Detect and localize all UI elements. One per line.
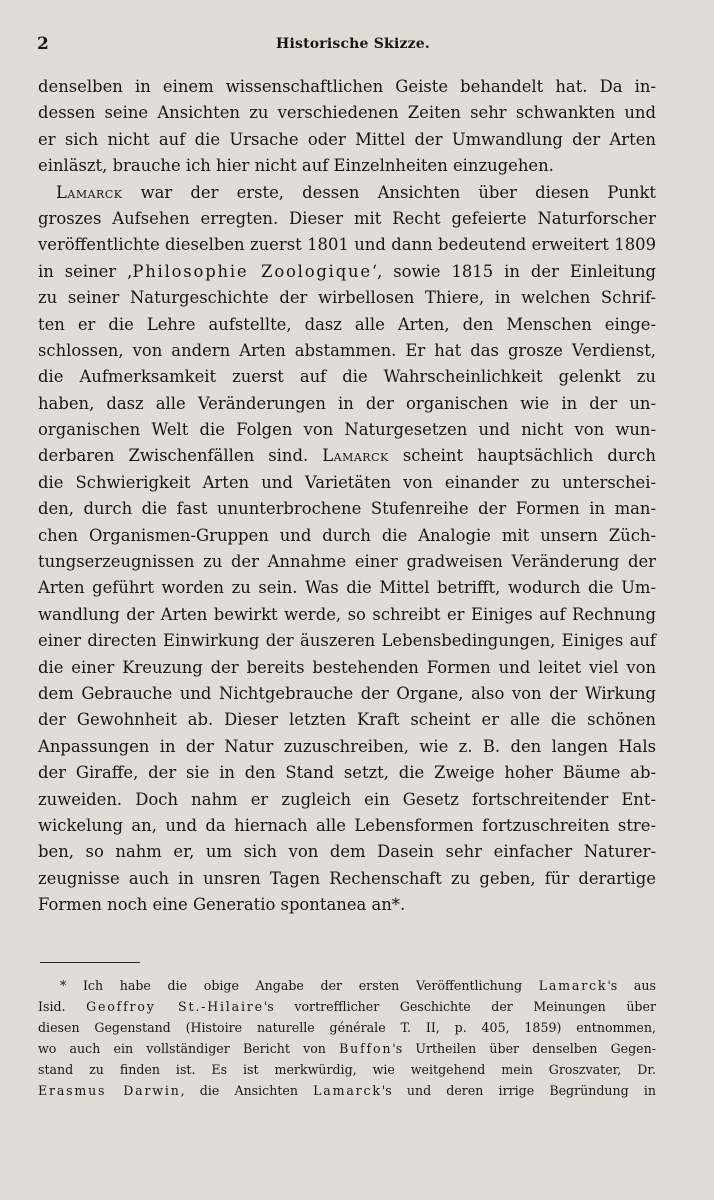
author-name: Lamarck [313, 1083, 382, 1098]
text-line: zu seiner Naturgeschichte der wirbellosen Thiere, in welchen Schrif- [38, 288, 656, 308]
footnote-line: * Ich habe die obige Angabe der ersten Veröffentlichung Lamarck's aus [60, 978, 656, 993]
text-line: organischen Welt die Folgen von Naturgesetzen und nicht von wun- [38, 420, 656, 440]
text-line: dem Gebrauche und Nichtgebrauche der Organe, also von der Wirkung [38, 683, 656, 703]
footnote-line: stand zu finden ist. Es ist merkwürdig, wie weitgehend mein Groszvater, Dr. [38, 1062, 656, 1077]
author-name: Erasmus Darwin [38, 1083, 181, 1098]
text-line: die Schwierigkeit Arten und Varietäten von einander zu unterschei- [38, 472, 656, 492]
text-line: groszes Aufsehen erregten. Dieser mit Recht gefeierte Naturforscher [38, 208, 656, 228]
text-line: Lamarck war der erste, dessen Ansichten über diesen Punkt [56, 182, 656, 202]
text-line: Formen noch eine Generatio spontanea an*. [38, 895, 406, 915]
book-title: Philosophie Zoologique [132, 261, 372, 281]
text-line: haben, dasz alle Veränderungen in der organischen wie in der un- [38, 393, 656, 413]
text-line: veröffentlichte dieselben zuerst 1801 und dann bedeutend erweitert 1809 [38, 235, 656, 255]
text-line: denselben in einem wissenschaftlichen Geiste behandelt hat. Da in- [38, 77, 656, 96]
text-line: wandlung der Arten bewirkt werde, so schreibt er Einiges auf Rechnung [38, 604, 656, 624]
text-line: zuweiden. Doch nahm er zugleich ein Gesetz fortschreitender Ent- [38, 789, 656, 809]
text-line: den, durch die fast ununterbrochene Stufenreihe der Formen in man- [38, 499, 656, 519]
text-line: ben, so nahm er, um sich von dem Dasein sehr einfacher Naturer- [38, 842, 656, 862]
footnote-line: Erasmus Darwin, die Ansichten Lamarck's und deren irrige Begründung in [38, 1083, 656, 1098]
text-line: der Giraffe, der sie in den Stand setzt, die Zweige hoher Bäume ab- [38, 763, 656, 783]
text-line: derbaren Zwischenfällen sind. Lamarck scheint hauptsächlich durch [38, 446, 656, 466]
text-line: Arten geführt worden zu sein. Was die Mittel betrifft, wodurch die Um- [38, 578, 656, 598]
text-line: der Gewohnheit ab. Dieser letzten Kraft scheint er alle die schönen [38, 710, 656, 730]
footnote [38, 975, 656, 1101]
text-line: er sich nicht auf die Ursache oder Mittel der Umwandlung der Arten [38, 129, 656, 149]
text-line: die einer Kreuzung der bereits bestehenden Formen und leitet viel von [38, 657, 656, 677]
text-line: Anpassungen in der Natur zuzuschreiben, wie z. B. den langen Hals [38, 736, 656, 756]
text-line: dessen seine Ansichten zu verschiedenen Zeiten sehr schwankten und [38, 103, 656, 123]
page-number: 2 [37, 34, 49, 54]
text-line: chen Organismen-Gruppen und durch die Analogie mit unsern Züch- [38, 525, 656, 545]
text-line: tungserzeugnissen zu der Annahme einer gradweisen Veränderung der [38, 552, 656, 572]
page-header [37, 34, 669, 58]
text-line: zeugnisse auch in unsren Tagen Rechenschaft zu geben, für derartige [38, 868, 656, 888]
footnote-line: wo auch ein vollständiger Bericht von Buffon's Urtheilen über denselben Gegen- [38, 1041, 656, 1056]
footnote-divider [40, 962, 140, 963]
author-name: Lamarck [538, 978, 608, 993]
author-name: Lamarck [322, 446, 389, 466]
body-text [38, 74, 656, 919]
running-title: Historische Skizze. [276, 36, 430, 52]
text-line: schlossen, von andern Arten abstammen. Er hat das grosze Verdienst, [38, 340, 656, 360]
text-line: die Aufmerksamkeit zuerst auf die Wahrscheinlichkeit gelenkt zu [38, 367, 656, 387]
text-line: einer directen Einwirkung der äuszeren Lebensbedingungen, Einiges auf [38, 631, 656, 651]
author-name: Lamarck [56, 182, 123, 202]
footnote-line: diesen Gegenstand (Histoire naturelle générale T. II, p. 405, 1859) entnommen, [38, 1020, 656, 1035]
footnote-line: Isid. Geoffroy St.-Hilaire's vortrefflicher Geschichte der Meinungen über [38, 999, 656, 1014]
author-name: Buffon [339, 1041, 393, 1056]
text-line: ten er die Lehre aufstellte, dasz alle Arten, den Menschen einge- [38, 314, 656, 334]
author-name: Geoffroy St.-Hilaire [86, 999, 264, 1014]
text-line: wickelung an, und da hiernach alle Lebensformen fortzuschreiten stre- [38, 815, 656, 835]
text-line: in seiner ,Philosophie Zoologique‘, sowie 1815 in der Einleitung [38, 261, 656, 281]
text-line: einläszt, brauche ich hier nicht auf Einzelnheiten einzugehen. [38, 156, 554, 176]
